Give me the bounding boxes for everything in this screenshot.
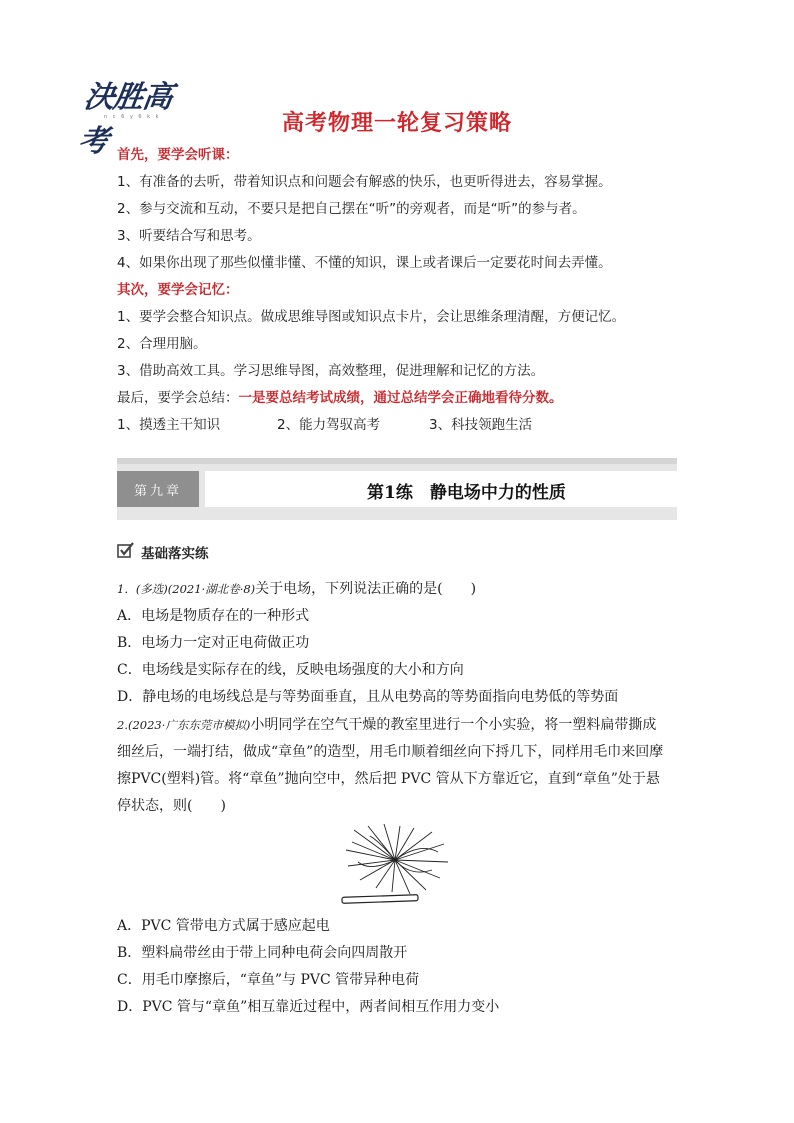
octopus-drawing [340,822,450,906]
listen-item: 1、有准备的去听，带着知识点和问题会有解惑的快乐，也更听得进去，容易掌握。 [117,174,612,190]
memory-heading: 其次，要学会记忆： [117,282,239,298]
logo-text: 決胜高考 [75,80,175,159]
question-1-option: C．电场线是实际存在的线，反映电场强度的大小和方向 [117,662,464,678]
question-2-option: B．塑料扁带丝由于带上同种电荷会向四周散开 [117,945,408,961]
question-2-stem-line: 停状态，则( ) [117,798,226,814]
summary-prefix: 最后，要学会总结： [117,390,239,406]
question-1-option: D．静电场的电场线总是与等势面垂直，且从电势高的等势面指向电势低的等势面 [117,689,619,705]
memory-item: 3、借助高效工具。学习思维导图，高效整理，促进理解和记忆的方法。 [117,363,545,379]
checkbox-icon [117,542,135,562]
section-heading [117,542,209,562]
question-2-option: C．用毛巾摩擦后，“章鱼”与 PVC 管带异种电荷 [117,972,420,988]
chapter-label: 第九章 [117,471,199,507]
listen-item: 2、参与交流和互动，不要只是把自己摆在“听”的旁观者，而是“听”的参与者。 [117,201,586,217]
lesson-title: 第1练 静电场中力的性质 [367,483,566,503]
question-2-text: 小明同学在空气干燥的教室里进行一个小实验，将一塑料扁带撕成 [250,717,657,733]
banner-top-strip [117,458,677,464]
tools-row [117,413,532,433]
question-1-option: A．电场是物质存在的一种形式 [117,608,310,624]
listen-item: 3、听要结合写和思考。 [117,228,261,244]
tool-item: 3、科技领跑生活 [429,417,533,433]
question-2-stem-line: 细丝后，一端打结，做成“章鱼”的造型，用毛巾顺着细丝向下捋几下，同样用毛巾来回摩 [117,744,664,760]
pvc-tube [342,895,418,904]
question-1-text: 关于电场，下列说法正确的是( ) [255,581,477,597]
tool-item: 2、能力驾驭高考 [277,417,381,433]
question-1-stem [117,578,476,598]
question-1-source: 1．(多选)(2021·湖北卷·8) [117,582,256,596]
question-2-stem-line: 擦PVC(塑料)管。将“章鱼”抛向空中，然后把 PVC 管从下方靠近它，直到“章鱼”处于悬 [117,771,660,787]
summary-emphasis: 一是要总结考试成绩，通过总结学会正确地看待分数。 [238,390,563,406]
octopus-pvc-figure [340,822,450,906]
listen-heading: 首先，要学会听课： [117,147,239,163]
memory-item: 1、要学会整合知识点。做成思维导图或知识点卡片，会让思维条理清醒，方便记忆。 [117,309,626,325]
summary-line [117,386,563,406]
question-2-option: D．PVC 管与“章鱼”相互靠近过程中，两者间相互作用力变小 [117,999,500,1015]
chapter-banner [117,458,677,520]
memory-item: 2、合理用脑。 [117,336,207,352]
question-2-stem-line [117,714,656,734]
lesson-title-box [205,471,677,507]
section-label: 基础落实练 [141,546,209,562]
listen-item: 4、如果你出现了那些似懂非懂、不懂的知识，课上或者课后一定要花时间去弄懂。 [117,255,612,271]
document-title: 高考物理一轮复习策略 [281,111,512,136]
question-2-source: 2.(2023·广东东莞市模拟) [117,718,251,732]
question-1-option: B．电场力一定对正电荷做正功 [117,635,310,651]
question-2-option: A．PVC 管带电方式属于感应起电 [117,918,330,934]
tool-item: 1、摸透主干知识 [117,417,221,433]
logo-subtitle: n c 6 y 6 k k [104,114,161,120]
